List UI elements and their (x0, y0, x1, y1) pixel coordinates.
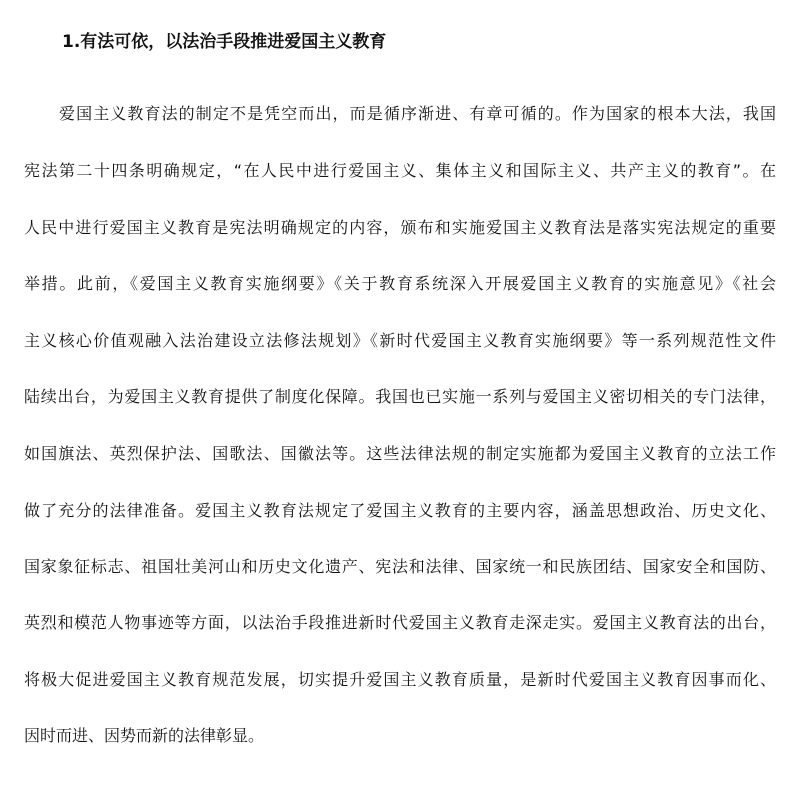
paragraph-line: 爱国主义教育法的制定不是凭空而出，而是循序渐进、有章可循的。作为国家的根本大法，我国 (59, 104, 776, 123)
paragraph-line: 陆续出台，为爱国主义教育提供了制度化保障。我国也已实施一系列与爱国主义密切相关的专门法律， (24, 387, 776, 406)
paragraph-line: 国家象征标志、祖国壮美河山和历史文化遗产、宪法和法律、国家统一和民族团结、国家安全和国防、 (24, 557, 776, 576)
paragraph-line: 宪法第二十四条明确规定，“在人民中进行爱国主义、集体主义和国际主义、共产主义的教育”。在 (24, 161, 776, 180)
section-heading: 1.有法可依，以法治手段推进爱国主义教育 (62, 32, 387, 52)
paragraph-line: 做了充分的法律准备。爱国主义教育法规定了爱国主义教育的主要内容，涵盖思想政治、历史文化、 (24, 501, 776, 520)
paragraph-line: 举措。此前，《爱国主义教育实施纲要》《关于教育系统深入开展爱国主义教育的实施意见》《社会 (24, 274, 776, 293)
paragraph-line: 主义核心价值观融入法治建设立法修法规划》《新时代爱国主义教育实施纲要》等一系列规范性文件 (24, 331, 776, 350)
paragraph-line: 如国旗法、英烈保护法、国歌法、国徽法等。这些法律法规的制定实施都为爱国主义教育的立法工作 (24, 444, 776, 463)
paragraph-line: 因时而进、因势而新的法律彰显。 (24, 726, 265, 745)
paragraph-line: 人民中进行爱国主义教育是宪法明确规定的内容，颁布和实施爱国主义教育法是落实宪法规定的重要 (24, 218, 776, 237)
paragraph-line: 将极大促进爱国主义教育规范发展，切实提升爱国主义教育质量，是新时代爱国主义教育因事而化、 (24, 670, 776, 689)
paragraph-line: 英烈和模范人物事迹等方面，以法治手段推进新时代爱国主义教育走深走实。爱国主义教育法的出台， (24, 613, 776, 632)
